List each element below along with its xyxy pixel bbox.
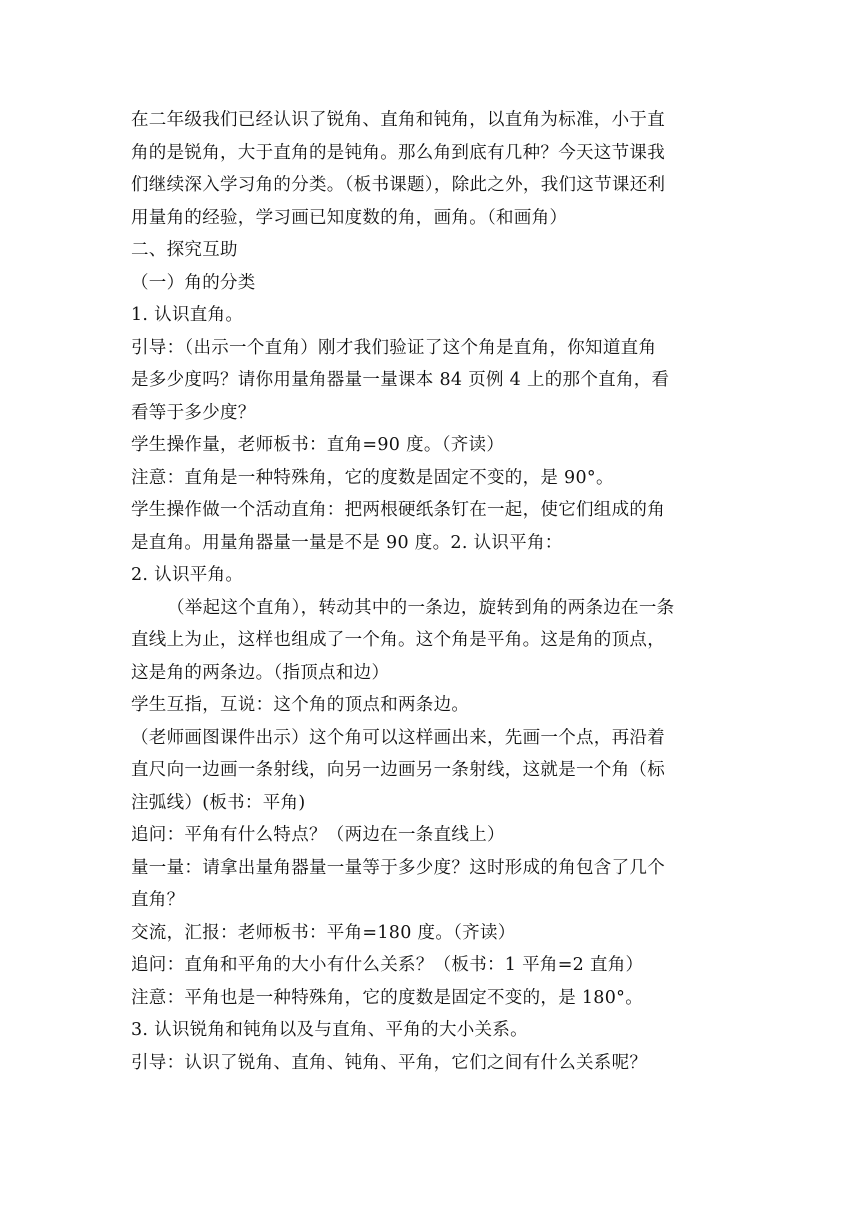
paragraph-line: 引导：认识了锐角、直角、钝角、平角，它们之间有什么关系呢？ [131,1052,648,1073]
paragraph-line: 直角？ [131,890,185,910]
paragraph-line-indented: （举起这个直角），转动其中的一条边，旋转到角的两条边在一条 [167,597,675,618]
paragraph-line: 直线上为止，这样也组成了一个角。这个角是平角。这是角的顶点， [131,630,665,650]
numbered-item-heading: 2. 认识平角。 [131,565,244,585]
paragraph-line: 在二年级我们已经认识了锐角、直角和钝角，以直角为标准，小于直 [131,110,665,130]
paragraph-line: 注意：平角也是一种特殊角，它的度数是固定不变的，是 180°。 [131,987,644,1008]
paragraph-line: 直尺向一边画一条射线，向另一边画另一条射线，这就是一个角（标 [131,760,665,780]
paragraph-line: 们继续深入学习角的分类。（板书课题），除此之外，我们这节课还利 [131,175,666,195]
subsection-heading: （一）角的分类 [131,272,256,293]
section-heading: 二、探究互助 [131,240,238,260]
paragraph-line: 追问：平角有什么特点？（两边在一条直线上） [131,825,505,845]
numbered-item-heading: 3. 认识锐角和钝角以及与直角、平角的大小关系。 [131,1020,528,1040]
paragraph-line: 是多少度吗？请你用量角器量一量课本 84 页例 4 上的那个直角，看 [131,370,670,390]
paragraph-line: 交流，汇报：老师板书：平角=180 度。（齐读） [131,922,516,943]
paragraph-line: 用量角的经验，学习画已知度数的角，画角。（和画角） [131,207,568,228]
paragraph-line: 学生互指，互说：这个角的顶点和两条边。 [131,695,470,715]
paragraph-line: 是直角。用量角器量一量是不是 90 度。2. 认识平角： [131,532,563,553]
paragraph-line: 注意：直角是一种特殊角，它的度数是固定不变的，是 90°。 [131,467,614,488]
paragraph-line: 学生操作量，老师板书：直角=90 度。（齐读） [131,435,505,455]
document-body [131,104,735,1079]
paragraph-line: 这是角的两条边。（指顶点和边） [131,662,390,683]
paragraph-line: （老师画图课件出示）这个角可以这样画出来，先画一个点，再沿着 [131,727,665,748]
paragraph-line: 看等于多少度？ [131,402,256,423]
paragraph-line: 量一量：请拿出量角器量一量等于多少度？这时形成的角包含了几个 [131,857,665,878]
paragraph-line: 注弧线）(板书：平角) [131,792,306,813]
paragraph-line: 追问：直角和平角的大小有什么关系？（板书：1 平角=2 直角） [131,955,644,975]
numbered-item-heading: 1. 认识直角。 [131,305,244,325]
paragraph-line: 引导：（出示一个直角）刚才我们验证了这个角是直角，你知道直角 [131,337,657,358]
paragraph-line: 学生操作做一个活动直角：把两根硬纸条钉在一起，使它们组成的角 [131,500,665,520]
paragraph-line: 角的是锐角，大于直角的是钝角。那么角到底有几种？今天这节课我 [131,142,665,163]
